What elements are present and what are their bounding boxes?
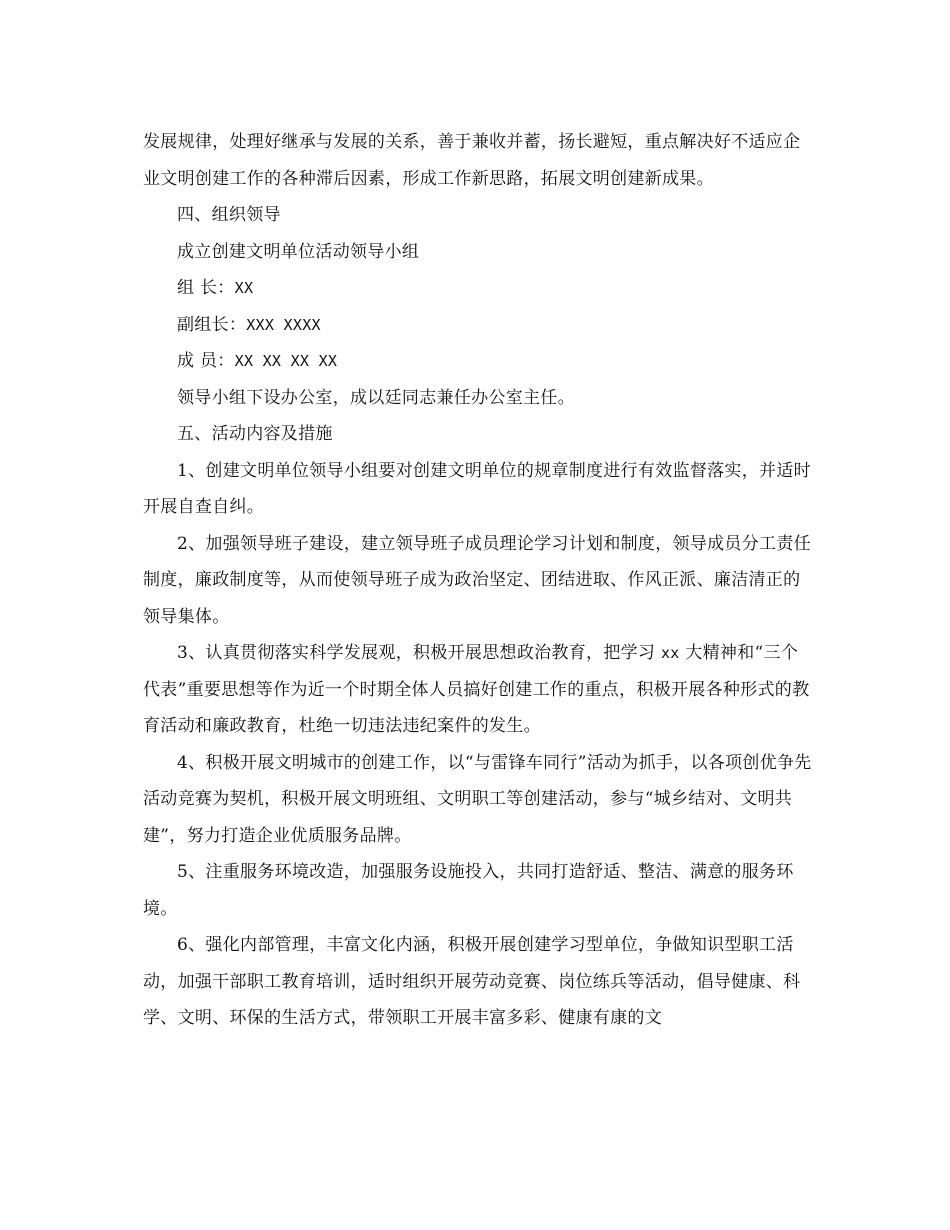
- deputy-label: 副组长：: [177, 314, 247, 335]
- members-value: XX XX XX XX: [234, 352, 338, 370]
- list-item-5: 5、注重服务环境改造，加强服务设施投入，共同打造舒适、整洁、满意的服务环境。: [143, 862, 794, 919]
- document-body: [143, 124, 813, 1037]
- item3-xx: xx: [660, 644, 680, 662]
- list-item-1: 1、创建文明单位领导小组要对创建文明单位的规章制度进行有效监督落实，并适时开展自查自纠。: [143, 460, 811, 517]
- leader-value: XX: [234, 279, 254, 297]
- item3-text-a: 3、认真贯彻落实科学发展观，积极开展思想政治教育，把学习: [177, 643, 656, 663]
- office-line: 领导小组下设办公室，成以廷同志兼任办公室主任。: [177, 387, 575, 408]
- members-line: [143, 343, 813, 380]
- item3-text-b: 大精神和“三个代表”重要思想等作为近一个时期全体人员搞好创建工作的重点，积极开展各种形式的教育活动和廉政教育，杜绝一切违法违纪案件的发生。: [143, 643, 810, 736]
- deputy-line: [143, 307, 813, 344]
- list-item-3: [143, 635, 813, 745]
- section-heading-5: 五、活动内容及措施: [177, 424, 333, 444]
- paragraph-continued: 发展规律，处理好继承与发展的关系，善于兼收并蓄，扬长避短，重点解决好不适应企业文明创建工作的各种滞后因素，形成工作新思路，拓展文明创建新成果。: [143, 132, 801, 189]
- section-heading-4: 四、组织领导: [177, 205, 281, 225]
- group-title: 成立创建文明单位活动领导小组: [177, 241, 420, 262]
- leader-label: 组 长：: [177, 278, 235, 298]
- list-item-2: 2、加强领导班子建设，建立领导班子成员理论学习计划和制度，领导成员分工责任制度，廉政制度等，从而使领导班子成为政治坚定、团结进取、作风正派、廉洁清正的领导集体。: [143, 533, 811, 627]
- list-item-4: 4、积极开展文明城市的创建工作，以“与雷锋车同行”活动为抓手，以各项创优争先活动竞赛为契机，积极开展文明班组、文明职工等创建活动，参与“城乡结对、文明共建”，努力打造企业优质服务品牌。: [143, 752, 812, 846]
- list-item-6: 6、强化内部管理，丰富文化内涵，积极开展创建学习型单位，争做知识型职工活动，加强干部职工教育培训，适时组织开展劳动竞赛、岗位练兵等活动，倡导健康、科学、文明、环保的生活方式，带领职工开展丰富多彩、健康有康的文: [143, 935, 801, 1028]
- members-label: 成 员：: [177, 351, 235, 371]
- deputy-value: XXX XXXX: [246, 315, 321, 334]
- leader-line: [143, 270, 813, 307]
